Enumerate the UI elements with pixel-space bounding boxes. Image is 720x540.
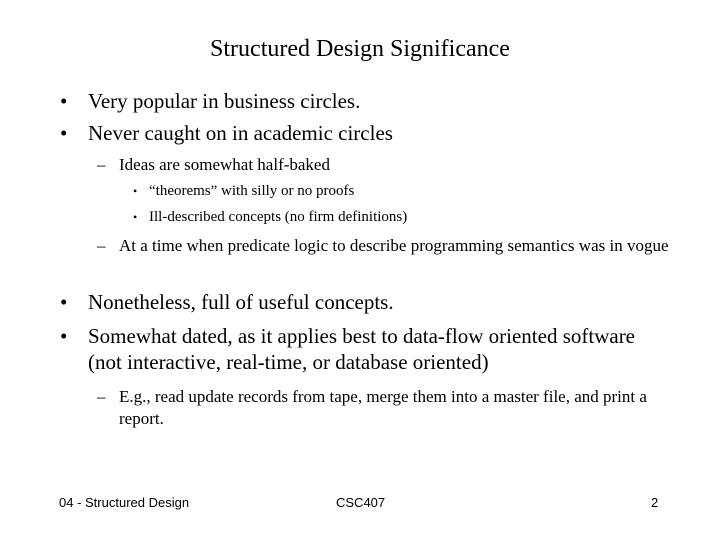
sub-bullet-text: At a time when predicate logic to describe programming semantics was in vogue [119, 236, 669, 255]
sub-sub-bullet-item [133, 207, 673, 227]
sub-bullet-item [97, 386, 677, 430]
sub-sub-bullet-item [133, 181, 673, 201]
sub-sub-bullet-text: “theorems” with silly or no proofs [149, 183, 355, 199]
sub-bullet-item [97, 154, 677, 176]
bullet-text: Somewhat dated, as it applies best to data-flow oriented software (not interactive, real-time, or database oriented) [88, 324, 636, 374]
sub-sub-bullet-text: Ill-described concepts (no firm definitions) [149, 209, 408, 225]
bullet-text: Nonetheless, full of useful concepts. [88, 290, 394, 314]
page-number: 2 [651, 495, 659, 510]
bullet-item [58, 88, 678, 114]
footer-left: 04 - Structured Design [59, 495, 190, 510]
bullet-marker: • [60, 290, 68, 314]
bullet-item [58, 120, 678, 146]
bullet-marker: • [60, 121, 68, 145]
sub-bullet-text: Ideas are somewhat half-baked [119, 155, 330, 174]
sub-bullet-text: E.g., read update records from tape, merge them into a master file, and print a report. [119, 387, 647, 428]
bullet-marker: • [60, 324, 68, 348]
bullet-item [58, 289, 678, 315]
dash-marker: – [97, 236, 106, 255]
bullet-marker: • [60, 89, 68, 113]
bullet-marker: • [133, 210, 138, 224]
footer-center: CSC407 [336, 495, 386, 510]
bullet-text: Never caught on in academic circles [88, 121, 393, 145]
sub-bullet-item [97, 235, 677, 257]
bullet-text: Very popular in business circles. [88, 89, 361, 113]
bullet-item [58, 323, 668, 375]
dash-marker: – [97, 155, 106, 174]
dash-marker: – [97, 387, 106, 406]
slide-title: Structured Design Significance [210, 36, 510, 62]
bullet-marker: • [133, 184, 138, 198]
